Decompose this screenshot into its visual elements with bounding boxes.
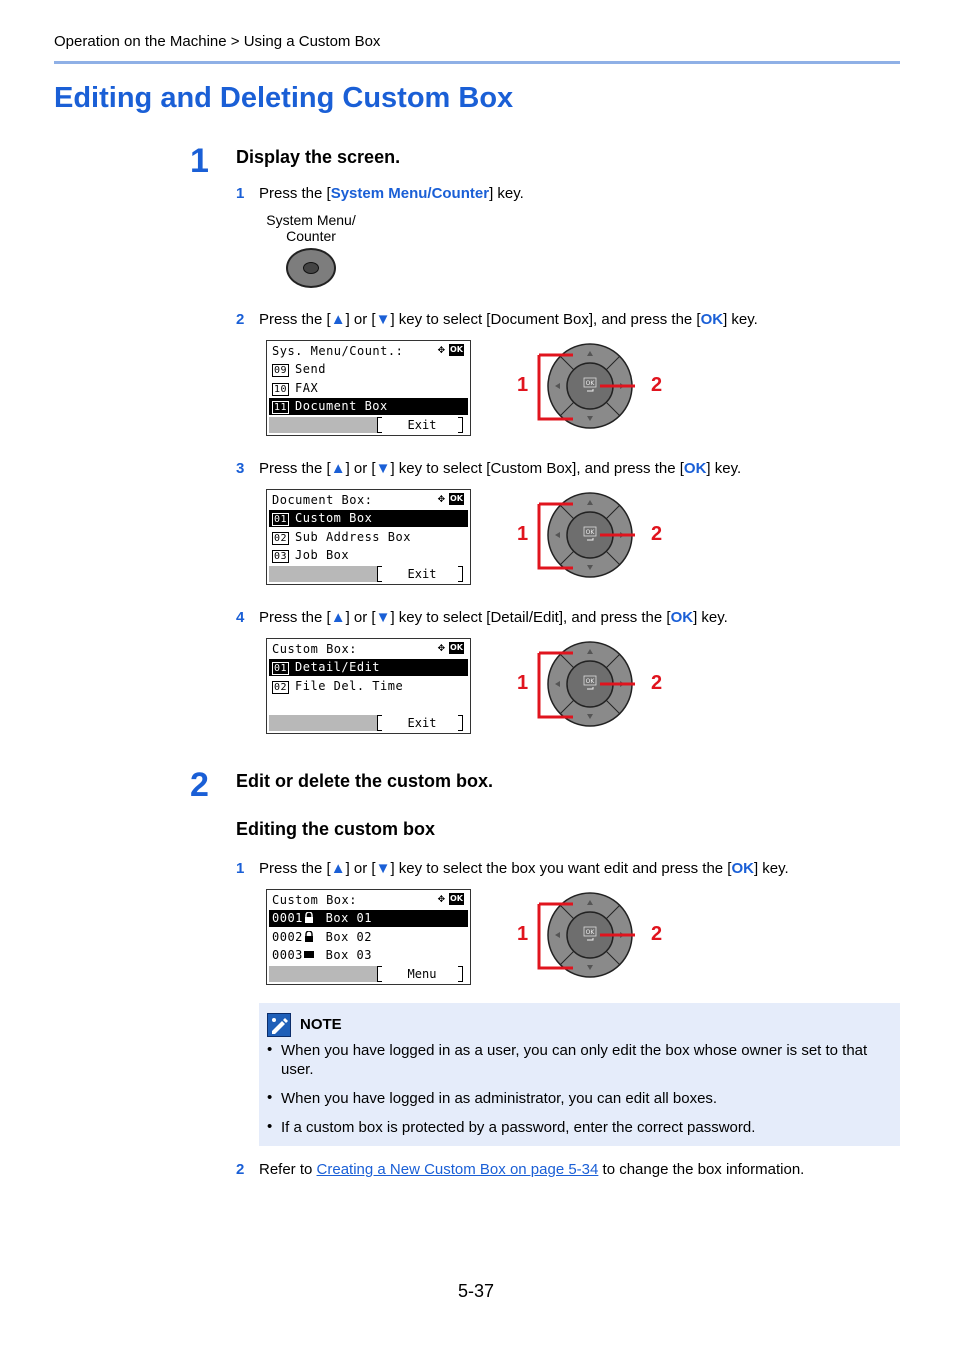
lock-icon — [304, 931, 314, 942]
substep-text: Press the [System Menu/Counter] key. — [259, 185, 524, 202]
bullet: • — [267, 1041, 273, 1058]
lcd-menu-item: 02 File Del. Time — [274, 678, 404, 693]
bullet: • — [267, 1118, 273, 1135]
lock-icon — [304, 912, 314, 923]
lcd-softkey-label: Exit — [407, 567, 437, 581]
step-2-title: Edit or delete the custom box. — [236, 771, 494, 791]
lcd-header: Custom Box: — [272, 642, 357, 656]
substep-number: 1 — [236, 185, 245, 202]
lcd-menu-item: 11 Document Box — [269, 398, 468, 415]
svg-text:OK: OK — [585, 380, 595, 387]
lcd-softkey-label: Menu — [407, 967, 437, 981]
lcd-panel — [266, 340, 471, 436]
lcd-menu-item: 01 Custom Box — [269, 510, 468, 527]
dial-pad[interactable] — [515, 492, 663, 582]
svg-text:OK: OK — [585, 678, 595, 685]
substep-number: 2 — [236, 311, 245, 328]
note-item: When you have logged in as administrator, you can edit all boxes. — [281, 1090, 718, 1107]
dial-pad[interactable] — [515, 343, 663, 433]
lcd-menu-item: 0003 Box 03 — [272, 947, 372, 962]
page-number: 5-37 — [458, 1281, 495, 1301]
lcd-header: Sys. Menu/Count.: — [272, 344, 404, 358]
substep-number: 3 — [236, 460, 245, 477]
lcd-menu-item: 09 Send — [274, 362, 326, 377]
ok-icon: OK — [450, 894, 463, 903]
bullet: • — [267, 1089, 273, 1106]
lcd-softkey-blank — [269, 417, 377, 433]
scroll-arrows-icon: ✥ — [437, 491, 445, 505]
substep-number: 4 — [236, 609, 245, 626]
box-icon — [304, 949, 314, 960]
substep-text: Press the [▲] or [▼] key to select [Document Box], and press the [OK] key. — [259, 311, 758, 328]
ok-icon: OK — [450, 643, 463, 652]
lcd-softkey-blank — [269, 966, 377, 982]
svg-text:OK: OK — [585, 529, 595, 536]
ok-icon: OK — [450, 345, 463, 354]
svg-text:OK: OK — [585, 929, 595, 936]
callout-label-1: 1 — [517, 374, 529, 396]
lcd-header: Document Box: — [272, 493, 373, 507]
lcd-header: Custom Box: — [272, 893, 357, 907]
lcd-softkey-label: Exit — [407, 418, 437, 432]
callout-label-2: 2 — [651, 672, 663, 694]
creating-custom-box-link[interactable]: Creating a New Custom Box on page 5-34 — [316, 1161, 599, 1178]
callout-label-1: 1 — [517, 923, 529, 945]
callout-label-2: 2 — [651, 923, 663, 945]
note-item: If a custom box is protected by a password, enter the correct password. — [281, 1119, 756, 1136]
page-title: Editing and Deleting Custom Box — [54, 82, 514, 114]
substep-text: Press the [▲] or [▼] key to select the box you want edit and press the [OK] key. — [259, 860, 789, 877]
ok-icon: OK — [450, 494, 463, 503]
callout-label-1: 1 — [517, 672, 529, 694]
lcd-menu-item: 01 Detail/Edit — [269, 659, 468, 676]
scroll-arrows-icon: ✥ — [437, 891, 445, 905]
system-menu-counter-key[interactable] — [286, 248, 336, 288]
lcd-softkey-blank — [269, 566, 377, 582]
lcd-softkey-blank — [269, 715, 377, 731]
substep-text: Press the [▲] or [▼] key to select [Detail/Edit], and press the [OK] key. — [259, 609, 728, 626]
note-icon — [267, 1013, 291, 1037]
lcd-menu-item: 02 Sub Address Box — [274, 529, 411, 544]
substep-number: 2 — [236, 1161, 245, 1178]
lcd-menu-item: 0001 Box 01 — [269, 910, 468, 927]
scroll-arrows-icon: ✥ — [437, 342, 445, 356]
substep-text: Refer to Creating a New Custom Box on page 5-34 to change the box information. — [259, 1161, 805, 1178]
lcd-menu-item: 0002 Box 02 — [272, 929, 372, 944]
lcd-softkey-label: Exit — [407, 716, 437, 730]
scroll-arrows-icon: ✥ — [437, 640, 445, 654]
breadcrumb: Operation on the Machine > Using a Custom Box — [54, 33, 381, 50]
callout-label-2: 2 — [651, 523, 663, 545]
callout-label-1: 1 — [517, 523, 529, 545]
lcd-panel — [266, 638, 471, 734]
note-item: When you have logged in as a user, you can only edit the box whose owner is set to that user. — [281, 1042, 868, 1078]
section-subtitle: Editing the custom box — [236, 819, 436, 839]
step-2-number: 2 — [190, 766, 209, 804]
step-1-number: 1 — [190, 142, 209, 180]
dial-pad[interactable] — [515, 641, 663, 731]
dial-pad[interactable] — [515, 892, 663, 982]
lcd-menu-item: 10 FAX — [274, 380, 319, 395]
lcd-panel — [266, 489, 471, 585]
callout-label-2: 2 — [651, 374, 663, 396]
system-menu-key-label: System Menu/ Counter — [266, 212, 356, 244]
note-title: NOTE — [300, 1016, 342, 1033]
lcd-panel — [266, 889, 471, 985]
substep-number: 1 — [236, 860, 245, 877]
step-1-title: Display the screen. — [236, 147, 401, 167]
lcd-menu-item: 03 Job Box — [274, 547, 350, 562]
substep-text: Press the [▲] or [▼] key to select [Custom Box], and press the [OK] key. — [259, 460, 742, 477]
header-rule — [54, 61, 900, 64]
